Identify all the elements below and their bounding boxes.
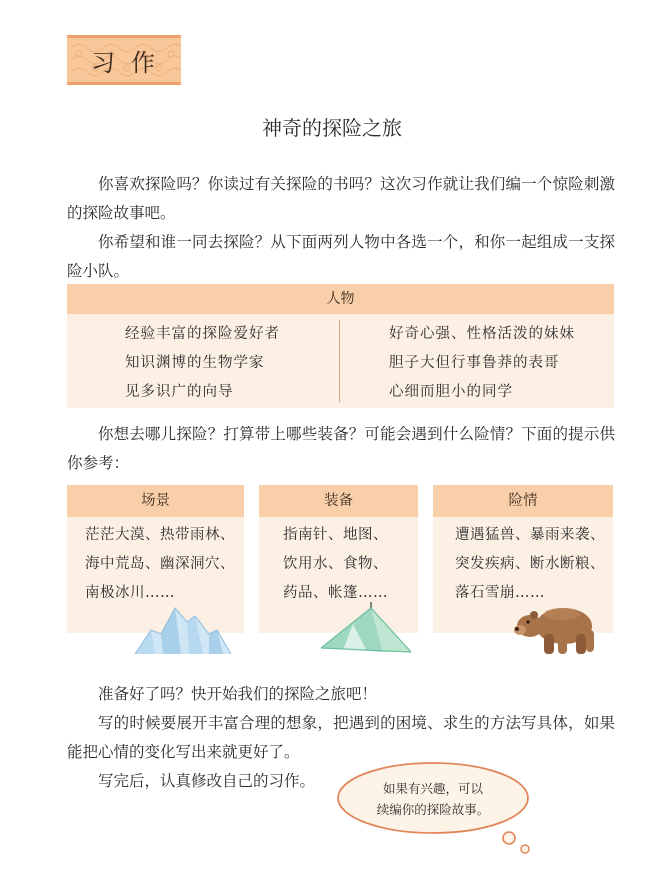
card-line: 海中荒岛、幽深洞穴、 bbox=[85, 556, 235, 572]
card-header: 险情 bbox=[433, 485, 613, 517]
card-line: 指南针、地图、 bbox=[283, 527, 388, 543]
persons-header: 人物 bbox=[67, 284, 614, 314]
person-item: 经验丰富的探险爱好者 bbox=[125, 326, 280, 342]
intro-paragraph: 你喜欢探险吗？你读过有关探险的书吗？这次习作就让我们编一个惊险刺激的探险故事吧。 bbox=[67, 175, 615, 222]
card-body bbox=[259, 517, 418, 608]
bubble-text bbox=[333, 778, 533, 820]
tent-icon bbox=[313, 598, 413, 656]
card-body bbox=[67, 517, 244, 608]
person-item: 心细而胆小的同学 bbox=[389, 384, 513, 400]
card-header: 装备 bbox=[259, 485, 418, 517]
bubble-line: 续编你的探险故事。 bbox=[376, 802, 490, 817]
persons-left-column bbox=[125, 320, 280, 407]
section-heading: 习作 bbox=[91, 48, 171, 77]
hint-paragraph: 你想去哪儿探险？打算带上哪些装备？可能会遇到什么险情？下面的提示供你参考： bbox=[67, 425, 615, 472]
persons-right-column bbox=[389, 320, 575, 407]
person-item: 好奇心强、性格活泼的妹妹 bbox=[389, 326, 575, 342]
card-line: 药品、帐篷…… bbox=[283, 585, 388, 601]
card-line: 南极冰川…… bbox=[85, 585, 175, 601]
person-item: 见多识广的向导 bbox=[125, 384, 234, 400]
card-line: 饮用水、食物、 bbox=[283, 556, 388, 572]
ready-paragraph: 准备好了吗？快开始我们的探险之旅吧！ bbox=[98, 685, 378, 703]
card-line: 落石雪崩…… bbox=[455, 585, 545, 601]
revise-paragraph: 写完后，认真修改自己的习作。 bbox=[98, 772, 316, 790]
persons-divider bbox=[339, 320, 340, 402]
bear-icon bbox=[514, 600, 598, 656]
writing-tip-paragraph: 写的时候要展开丰富合理的想象，把遇到的困境、求生的方法写具体，如果能把心情的变化写出来就更好了。 bbox=[67, 714, 615, 761]
page-title: 神奇的探险之旅 bbox=[262, 116, 402, 140]
team-paragraph: 你希望和谁一同去探险？从下面两列人物中各选一个，和你一起组成一支探险小队。 bbox=[67, 233, 615, 280]
card-line: 茫茫大漠、热带雨林、 bbox=[85, 527, 235, 543]
section-heading-badge bbox=[67, 35, 181, 85]
iceberg-icon bbox=[133, 600, 233, 656]
card-line: 突发疾病、断水断粮、 bbox=[455, 556, 605, 572]
card-line: 遭遇猛兽、暴雨来袭、 bbox=[455, 527, 605, 543]
card-body bbox=[433, 517, 613, 608]
thought-bubble bbox=[333, 758, 563, 858]
card-header: 场景 bbox=[67, 485, 244, 517]
person-item: 知识渊博的生物学家 bbox=[125, 355, 265, 371]
persons-table bbox=[67, 284, 614, 408]
bubble-line: 如果有兴趣，可以 bbox=[382, 781, 483, 796]
person-item: 胆子大但行事鲁莽的表哥 bbox=[389, 355, 560, 371]
